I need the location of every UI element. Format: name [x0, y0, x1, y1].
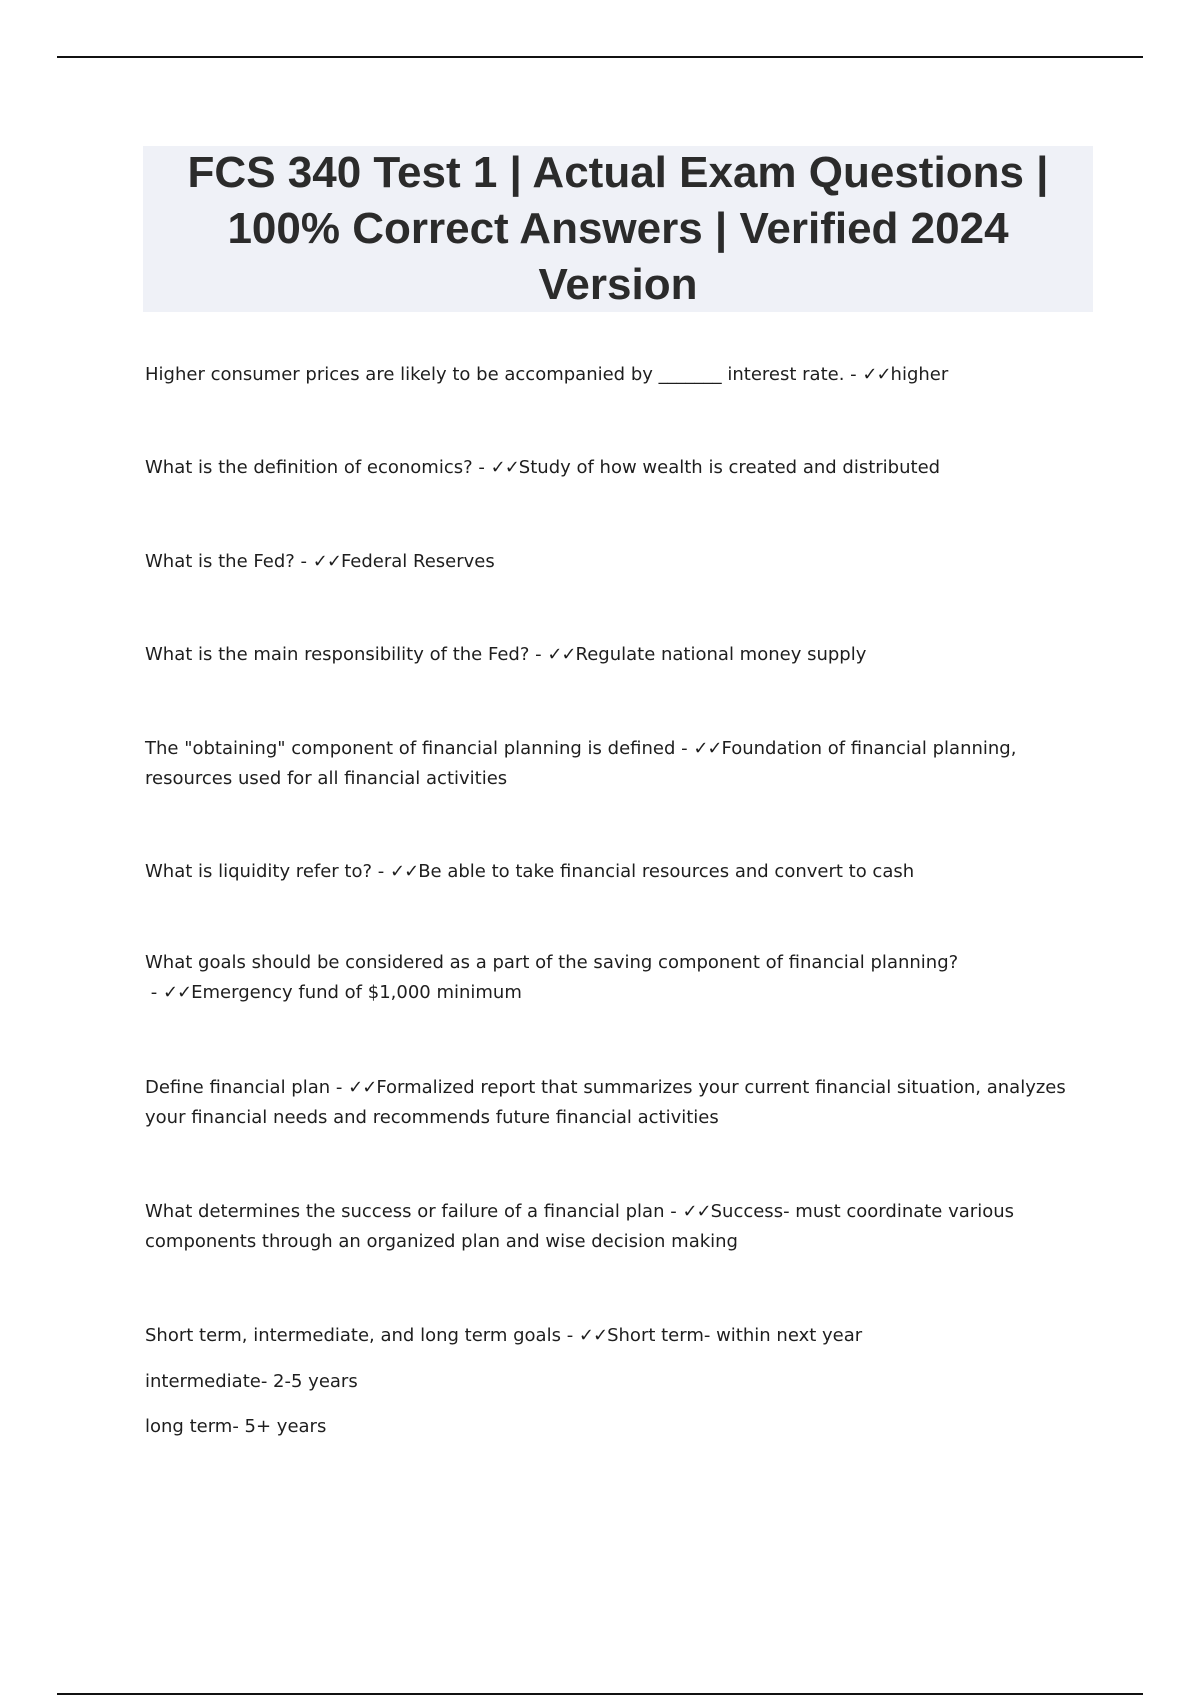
document-title: FCS 340 Test 1 | Actual Exam Questions | 100% Correct Answers | Verified 2024 Version — [187, 148, 1049, 309]
check-icon: ✓✓ — [682, 1201, 711, 1222]
separator: - — [664, 1201, 683, 1222]
question-text: The "obtaining" component of financial planning is defined — [145, 738, 676, 759]
answer-text: Short term- within next year — [607, 1325, 863, 1346]
question-text: What is the Fed? — [145, 551, 295, 572]
separator: - — [472, 457, 491, 478]
check-icon: ✓✓ — [312, 551, 341, 572]
qa-item — [145, 360, 1090, 390]
question-text: What is the main responsibility of the Fed? — [145, 644, 530, 665]
answer-text: Study of how wealth is created and distributed — [518, 457, 941, 478]
answer-text: Formalized report that summarizes your current financial situation, analyzes your financial needs and recommends future financial activities — [145, 1077, 1066, 1128]
separator: - — [294, 551, 313, 572]
separator: - — [529, 644, 548, 665]
answer-text: higher — [890, 364, 949, 385]
separator: - — [560, 1325, 579, 1346]
answer-text: Foundation of financial planning, resources used for all financial activities — [145, 738, 1017, 789]
answer-continuation: long term- 5+ years — [145, 1416, 327, 1437]
qa-item — [145, 453, 1090, 483]
separator: - — [675, 738, 694, 759]
top-divider — [57, 56, 1143, 58]
check-icon: ✓✓ — [390, 861, 419, 882]
answer-text: Success- must coordinate various components through an organized plan and wise decision making — [145, 1201, 1014, 1252]
qa-item — [145, 1197, 1090, 1257]
question-text: What goals should be considered as a part of the saving component of financial planning? — [145, 952, 959, 973]
check-icon: ✓✓ — [578, 1325, 608, 1346]
qa-item — [145, 734, 1090, 794]
answer-text: Regulate national money supply — [575, 644, 867, 665]
separator: - — [844, 364, 863, 385]
qa-item — [145, 857, 1090, 887]
check-icon: ✓✓ — [862, 364, 891, 385]
question-text: Define financial plan — [145, 1077, 331, 1098]
answer-text: Be able to take financial resources and convert to cash — [418, 861, 915, 882]
question-text: Higher consumer prices are likely to be accompanied by _______ interest rate. — [145, 364, 845, 385]
separator: - — [330, 1077, 349, 1098]
answer-text: Emergency fund of $1,000 minimum — [191, 982, 522, 1003]
check-icon: ✓✓ — [162, 982, 192, 1003]
title-banner — [143, 146, 1093, 312]
question-text: What is liquidity refer to? — [145, 861, 373, 882]
check-icon: ✓✓ — [693, 738, 722, 759]
check-icon: ✓✓ — [348, 1077, 377, 1098]
separator: - — [145, 982, 163, 1003]
check-icon: ✓✓ — [490, 457, 519, 478]
bottom-divider — [57, 1693, 1143, 1695]
check-icon: ✓✓ — [547, 644, 576, 665]
separator: - — [372, 861, 391, 882]
qa-item — [145, 948, 1090, 1008]
answer-text: Federal Reserves — [340, 551, 495, 572]
answer-continuation: intermediate- 2-5 years — [145, 1371, 358, 1392]
qa-item — [145, 1073, 1090, 1133]
question-text: Short term, intermediate, and long term goals — [145, 1325, 561, 1346]
question-text: What is the definition of economics? — [145, 457, 473, 478]
question-text: What determines the success or failure of a financial plan — [145, 1201, 665, 1222]
qa-item — [145, 547, 1090, 577]
qa-item — [145, 1321, 1090, 1351]
qa-item — [145, 640, 1090, 670]
